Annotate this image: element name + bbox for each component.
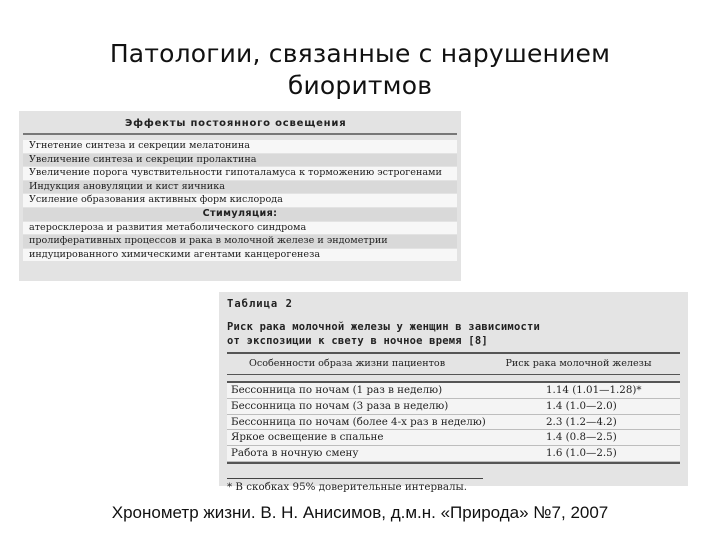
lifestyle-cell: Работа в ночную смену <box>231 447 359 460</box>
table-row <box>227 430 680 446</box>
table-caption-line-1: Риск рака молочной железы у женщин в зависимости <box>227 321 541 333</box>
table-row <box>227 399 680 415</box>
table-row: индуцированного химическими агентами канцерогенеза <box>23 249 457 262</box>
light-effects-heading: Эффекты постоянного освещения <box>23 116 457 133</box>
table-row: Увеличение порога чувствительности гипоталамуса к торможению эстрогенами <box>23 167 457 180</box>
table-row: пролиферативных процессов и рака в молочной железе и эндометрии <box>23 235 457 248</box>
table-row: Угнетение синтеза и секреции мелатонина <box>23 140 457 153</box>
risk-cell: 2.3 (1.2—4.2) <box>546 415 617 428</box>
source-citation: Хронометр жизни. В. Н. Анисимов, д.м.н. «Природа» №7, 2007 <box>111 503 609 522</box>
risk-cell: 1.14 (1.01—1.28)* <box>546 384 642 396</box>
table-body <box>227 381 680 462</box>
risk-cell: 1.4 (1.0—2.0) <box>546 399 617 412</box>
table-caption-line-2: от экспозиции к свету в ночное время [8] <box>227 335 488 347</box>
table-rule <box>23 133 457 135</box>
stimulation-subheading: Стимуляция: <box>23 208 457 221</box>
table-row <box>227 383 680 399</box>
table-row: Усиление образования активных форм кислорода <box>23 194 457 207</box>
light-effects-table <box>19 111 461 281</box>
slide-title <box>0 38 720 102</box>
risk-cell: 1.6 (1.0—2.5) <box>546 447 617 460</box>
table-rule <box>227 462 680 464</box>
table-label: Таблица 2 <box>227 298 293 310</box>
slide-title-line-2: биоритмов <box>287 71 433 100</box>
table-row: Увеличение синтеза и секреции пролактина <box>23 154 457 167</box>
table-row: атеросклероза и развития метаболического синдрома <box>23 222 457 235</box>
table-row <box>227 446 680 462</box>
column-header-risk: Риск рака молочной железы <box>505 358 652 369</box>
lifestyle-cell: Бессонница по ночам (1 раз в неделю) <box>231 384 443 396</box>
lifestyle-cell: Яркое освещение в спальне <box>231 431 384 444</box>
table-row: Индукция ановуляции и кист яичника <box>23 181 457 194</box>
table-footnote: * В скобках 95% доверительные интервалы. <box>227 480 467 493</box>
table-row <box>227 415 680 431</box>
breast-cancer-risk-table <box>219 292 688 493</box>
lifestyle-cell: Бессонница по ночам (более 4-х раз в неделю) <box>231 415 486 428</box>
risk-cell: 1.4 (0.8—2.5) <box>546 431 617 444</box>
column-header-lifestyle: Особенности образа жизни пациентов <box>249 358 446 369</box>
slide-title-line-1: Патологии, связанные с нарушением <box>109 39 611 68</box>
lifestyle-cell: Бессонница по ночам (3 раза в неделю) <box>231 399 449 412</box>
table-header-row <box>227 354 680 375</box>
